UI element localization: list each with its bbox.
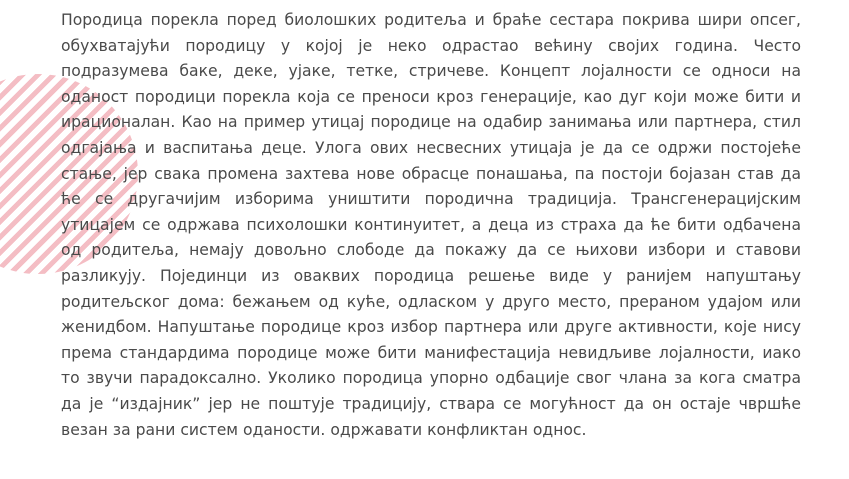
body-paragraph: Породица порекла поред биолошких родитеља и браће сестара покрива шири опсег, обухватајући породицу у којој је неко одрастао већину својих година. Често подразумева баке, деке, ујаке, тетке, стричеве. Концепт лојалности се односи на оданост породици порекла која се преноси кроз генерације, као дуг који може бити и ирационалан. Као на пример утицај породице на одабир занимања или партнера, стил одгајања и васпитања деце. Улога ових несвесних утицаја је да се одржи постојеће стање, јер свака промена захтева нове обрасце понашања, па постоји бојазан став да ће се другачијим изборима уништити породична традиција. Трансгенерацијским утицајем се одржава психолошки континуитет, а деца из страха да ће бити одбачена од родитеља, немају довољно слободе да покажу да се њихови избори и ставови разликују. Појединци из оваквих породица решење виде у ранијем напуштању родитељског дома: бежањем од куће, одласком у друго место, прераном удајом или женидбом. Напуштање породице кроз избор партнера или друге активности, које нису према стандардима породице може бити манифестација невидљиве лојалности, иако то звучи парадоксално. Уколико породица упорно одбације свог члана за кога сматра да је “издајник” јер не поштује традицију, ствара се могућност да он остаје чвршће везан за рани систем оданости. одржавати конфликтан однос. xyxy=(61,11,801,439)
